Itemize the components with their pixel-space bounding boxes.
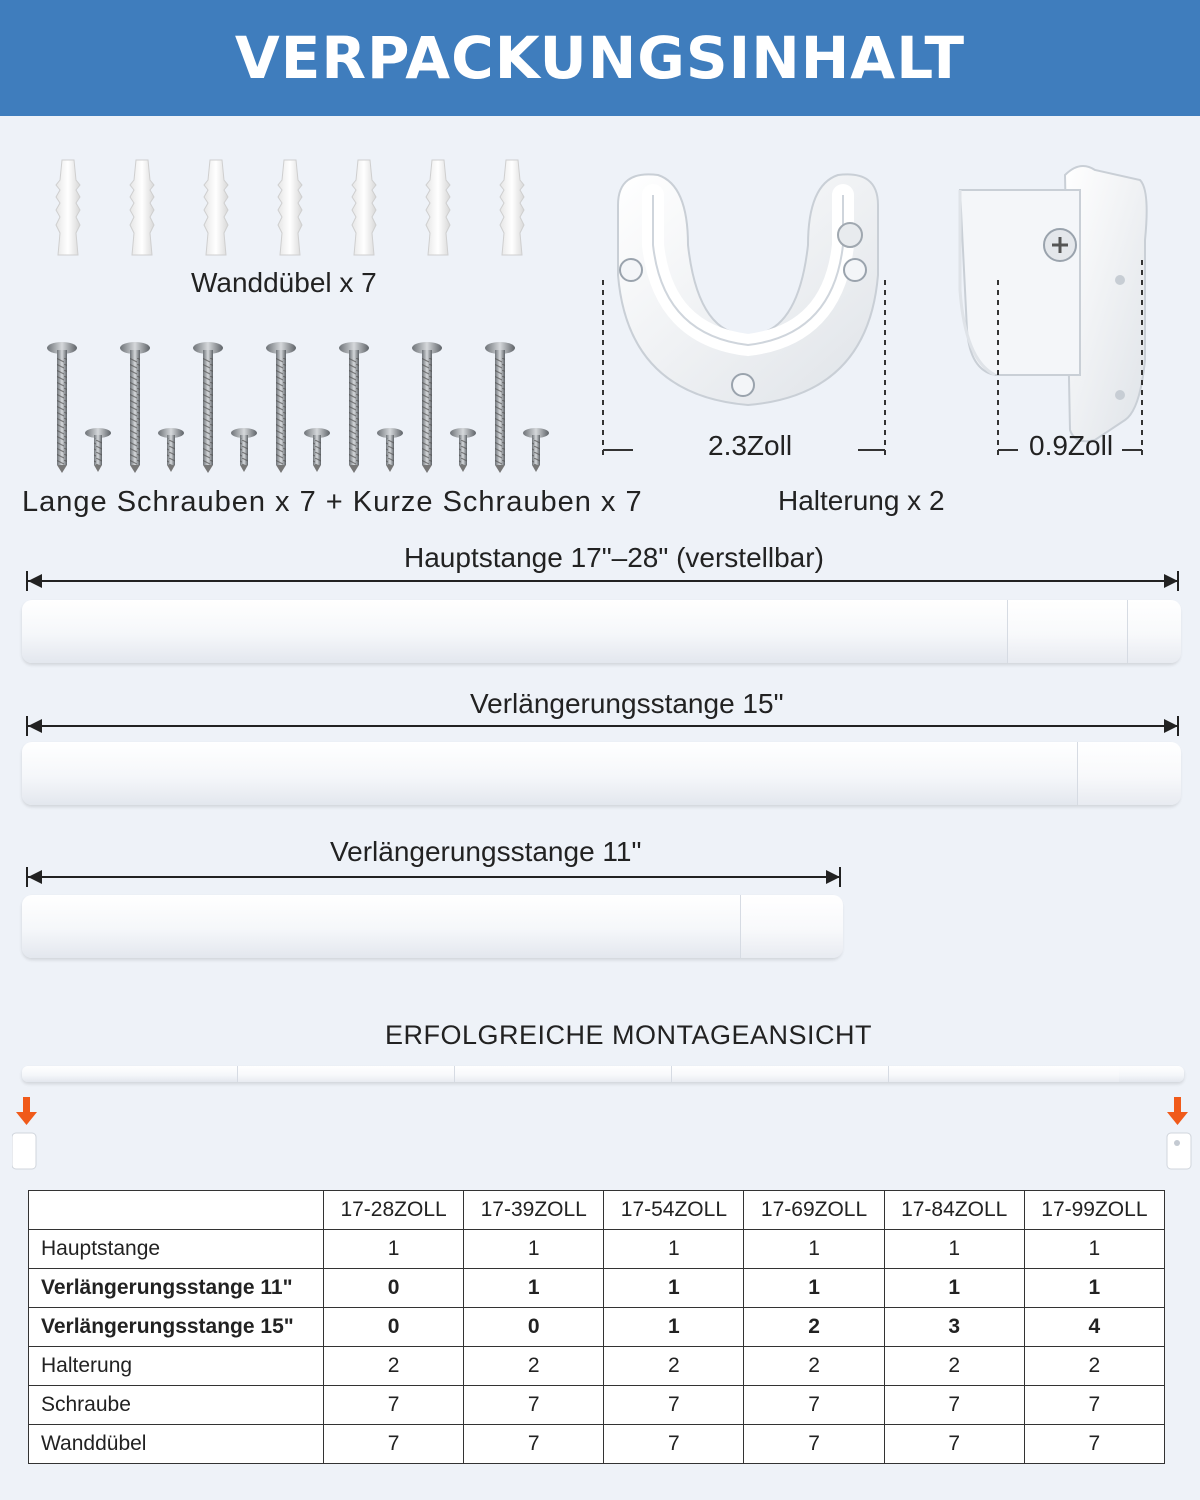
table-header-cell: 17-39ZOLL — [464, 1191, 604, 1230]
table-header-cell: 17-69ZOLL — [744, 1191, 884, 1230]
ext11-rod-arrow-right — [826, 870, 840, 884]
table-cell: 2 — [1024, 1347, 1164, 1386]
bracket-depth-label: 0.9Zoll — [1029, 430, 1114, 461]
table-cell: 0 — [324, 1308, 464, 1347]
main-rod-arrow-right — [1164, 574, 1178, 588]
table-cell: 2 — [744, 1347, 884, 1386]
table-cell: 1 — [744, 1269, 884, 1308]
table-cell: 2 — [744, 1308, 884, 1347]
table-cell: 2 — [324, 1347, 464, 1386]
table-cell: 1 — [604, 1308, 744, 1347]
table-cell: 7 — [744, 1425, 884, 1464]
ext15-rod-arrow-right — [1164, 719, 1178, 733]
table-cell: 1 — [884, 1269, 1024, 1308]
table-cell: 1 — [464, 1230, 604, 1269]
configuration-table — [28, 1190, 1165, 1464]
row-label: Schraube — [29, 1386, 324, 1425]
table-cell: 7 — [464, 1425, 604, 1464]
ext15-rod-label: Verlängerungsstange 15" — [470, 688, 784, 719]
assembly-title: ERFOLGREICHE MONTAGEANSICHT — [385, 1020, 873, 1050]
table-cell: 1 — [324, 1230, 464, 1269]
table-cell: 7 — [604, 1386, 744, 1425]
table-cell: 1 — [1024, 1230, 1164, 1269]
right-arrow-down-icon — [1163, 1095, 1193, 1175]
row-label: Halterung — [29, 1347, 324, 1386]
main-rod-label: Hauptstange 17"–28" (verstellbar) — [404, 542, 824, 573]
row-label: Verlängerungsstange 15" — [29, 1308, 324, 1347]
table-cell: 7 — [744, 1386, 884, 1425]
table-row — [29, 1230, 1165, 1269]
table-cell: 7 — [884, 1425, 1024, 1464]
table-cell: 2 — [464, 1347, 604, 1386]
table-cell: 7 — [324, 1425, 464, 1464]
bracket-side-image — [955, 160, 1150, 465]
screws-label: Lange Schrauben x 7 + Kurze Schrauben x 7 — [22, 486, 643, 518]
ext11-rod-tick-right — [839, 867, 841, 887]
table-cell: 1 — [1024, 1269, 1164, 1308]
table-row — [29, 1386, 1165, 1425]
table-row — [29, 1308, 1165, 1347]
ext15-rod-image — [22, 742, 1180, 805]
screws-image — [40, 340, 560, 480]
table-header-cell: 17-99ZOLL — [1024, 1191, 1164, 1230]
row-label: Verlängerungsstange 11" — [29, 1269, 324, 1308]
table-cell: 7 — [604, 1425, 744, 1464]
table-row — [29, 1347, 1165, 1386]
table-cell: 1 — [884, 1230, 1024, 1269]
bracket-width-label: 2.3Zoll — [708, 430, 793, 461]
brackets-label: Halterung x 2 — [778, 485, 945, 516]
table-cell: 1 — [744, 1230, 884, 1269]
table-cell: 7 — [1024, 1425, 1164, 1464]
row-label: Wanddübel — [29, 1425, 324, 1464]
main-rod-image — [22, 600, 1180, 663]
ext15-rod-tick-right — [1177, 716, 1179, 736]
table-header-row — [29, 1191, 1165, 1230]
table-cell: 0 — [464, 1308, 604, 1347]
ext11-rod-label: Verlängerungsstange 11" — [330, 836, 642, 867]
table-cell: 7 — [884, 1386, 1024, 1425]
table-cell: 3 — [884, 1308, 1024, 1347]
left-arrow-down-icon — [12, 1095, 42, 1175]
wall-anchors-label: Wanddübel x 7 — [191, 267, 377, 298]
page-title: VERPACKUNGSINHALT — [234, 24, 966, 92]
table-cell: 2 — [884, 1347, 1024, 1386]
ext15-rod-dimension-line — [28, 725, 1178, 727]
main-rod-dimension-line — [28, 580, 1178, 582]
ext11-rod-image — [22, 895, 842, 958]
header-banner — [0, 0, 1200, 116]
ext11-rod-dimension-line — [28, 876, 840, 878]
table-cell: 1 — [604, 1230, 744, 1269]
table-cell: 7 — [324, 1386, 464, 1425]
table-cell: 2 — [604, 1347, 744, 1386]
table-cell: 7 — [464, 1386, 604, 1425]
table-header-cell: 17-84ZOLL — [884, 1191, 1024, 1230]
assembled-rod-image — [22, 1066, 1184, 1082]
table-header-cell — [29, 1191, 324, 1230]
table-cell: 1 — [464, 1269, 604, 1308]
main-rod-tick-right — [1177, 571, 1179, 591]
table-cell: 4 — [1024, 1308, 1164, 1347]
wall-anchors-image — [40, 155, 550, 265]
table-header-cell: 17-28ZOLL — [324, 1191, 464, 1230]
table-cell: 0 — [324, 1269, 464, 1308]
bracket-front-image — [598, 165, 893, 465]
table-cell: 7 — [1024, 1386, 1164, 1425]
row-label: Hauptstange — [29, 1230, 324, 1269]
table-row — [29, 1269, 1165, 1308]
table-cell: 1 — [604, 1269, 744, 1308]
table-header-cell: 17-54ZOLL — [604, 1191, 744, 1230]
table-row — [29, 1425, 1165, 1464]
